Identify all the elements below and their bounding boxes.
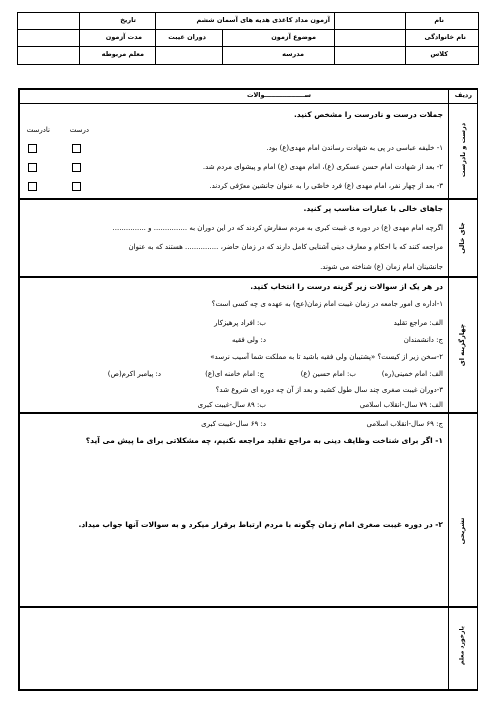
- row-header: ردیف: [454, 91, 472, 99]
- false-checkbox-3[interactable]: [28, 182, 37, 191]
- true-column-label: درست: [69, 126, 89, 134]
- mc-q1-option-d[interactable]: د: ولی فقیه: [231, 336, 266, 344]
- mc-question-1: ۱-اداره ی امور جامعه در زمان غیبت امام زمان(عج) به عهده ی چه کسی است؟: [211, 300, 443, 308]
- true-false-item-2: ۲- بعد از شهادت امام حسن عسکری (ع)، امام مهدی (ع) امام و پیشوای مردم شد.: [202, 163, 443, 171]
- date-label: تاریخ: [120, 16, 136, 24]
- multiple-choice-side-label: چهارگزینه ای: [458, 323, 466, 367]
- mc-q1-option-b[interactable]: ب: افراد پرهیزکار: [214, 319, 266, 327]
- descriptive-question-2: ۲- در دوره غیبت صغری امام زمان چگونه با مردم ارتباط برقرار میکرد و به سوالات آنها جواب میداد.: [78, 520, 443, 529]
- mc-q1-option-c[interactable]: ج: دانشمندان: [403, 336, 443, 344]
- false-checkbox-2[interactable]: [28, 163, 37, 172]
- mc-q2-option-d[interactable]: د: پیامبر اکرم(ص): [107, 370, 161, 378]
- family-label: نام خانوادگی: [424, 33, 466, 41]
- mc-q1-option-a[interactable]: الف: مراجع تقلید: [393, 319, 443, 327]
- exam-title: آزمون مداد کاغذی هدیه های آسمان ششم: [196, 16, 330, 24]
- true-false-side-label: درست و نادرست: [459, 122, 467, 178]
- mc-q3-option-a[interactable]: الف: ۷۹ سال-انقلاب اسلامی: [359, 401, 443, 409]
- subject-label: موضوع آزمون: [271, 33, 316, 41]
- true-checkbox-2[interactable]: [72, 163, 81, 172]
- descriptive-side-label: تشریحی: [458, 517, 466, 545]
- teacher-label: معلم مربوطه: [101, 50, 144, 58]
- mc-q3-option-b[interactable]: ب: ۸۹ سال-غیبت کبری: [197, 401, 266, 409]
- duration-label: مدت آزمون: [105, 33, 142, 41]
- subject-value: دوران غیبت: [168, 33, 206, 41]
- fill-blank-side-label: جای خالی: [458, 222, 466, 254]
- fill-blank-line-2: مراجعه کنند که با احکام و معارف دینی آشنایی کامل دارند که در زمان حاضر، ............... هستند که به عنوان: [128, 243, 443, 251]
- questions-heading: ســــــــــــــــــوالات: [246, 91, 311, 99]
- class-label: کلاس: [430, 50, 448, 58]
- false-checkbox-1[interactable]: [28, 144, 37, 153]
- mc-q3-option-c[interactable]: ج: ۶۹ سال-انقلاب اسلامی: [366, 420, 443, 428]
- fill-blank-line-1: اگرچه امام مهدی (ع) در دوره ی غیبت کبری به مردم سفارش کردند که در این دوران به ............... و ...............: [112, 224, 443, 232]
- fill-blank-line-3: جانشینان امام زمان (ع) شناخته می شوند.: [320, 263, 443, 271]
- true-false-item-3: ۳- بعد از چهار نفر، امام مهدی (ع) فرد خاصّی را به عنوان جانشین معرّفی کردند.: [209, 182, 443, 190]
- teacher-feedback-side-label: بازخورد معلم: [458, 626, 466, 665]
- mc-q2-option-a[interactable]: الف: امام خمینی(ره): [381, 370, 443, 378]
- name-label: نام: [434, 16, 444, 24]
- school-label: مدرسه: [282, 50, 304, 58]
- true-false-item-1: ۱- خلیفه عباسی در پی به شهادت رساندن امام مهدی(ع) بود.: [266, 144, 443, 152]
- true-checkbox-3[interactable]: [72, 182, 81, 191]
- fill-blank-intro: جاهای خالی با عبارات مناسب پر کنید.: [303, 204, 443, 213]
- mc-question-2: ۲-سخن زیر از کیست؟ «پشتیبان ولی فقیه باشید تا به مملکت شما آسیب نرسد»: [210, 353, 443, 361]
- mc-q3-option-d[interactable]: د: ۶۹ سال-غیبت کبری: [201, 420, 266, 428]
- true-false-intro: جملات درست و نادرست را مشخص کنید.: [293, 110, 443, 119]
- mc-q2-option-b[interactable]: ب: امام حسین (ع): [300, 370, 356, 378]
- true-checkbox-1[interactable]: [72, 144, 81, 153]
- false-column-label: نادرست: [26, 126, 50, 134]
- descriptive-question-1: ۱- اگر برای شناخت وظایف دینی به مراجع تقلید مراجعه نکنیم، چه مشکلاتی برای ما پیش می آید؟: [85, 436, 443, 445]
- mc-question-3: ۳-دوران غیبت صغری چند سال طول کشید و بعد از آن چه دوره ای شروع شد؟: [215, 386, 443, 394]
- mc-q2-option-c[interactable]: ج: امام خامنه ای(ع): [205, 370, 264, 378]
- multiple-choice-intro: در هر یک از سوالات زیر گزینه درست را انتخاب کنید.: [250, 282, 443, 291]
- teacher-feedback-area[interactable]: [20, 608, 447, 688]
